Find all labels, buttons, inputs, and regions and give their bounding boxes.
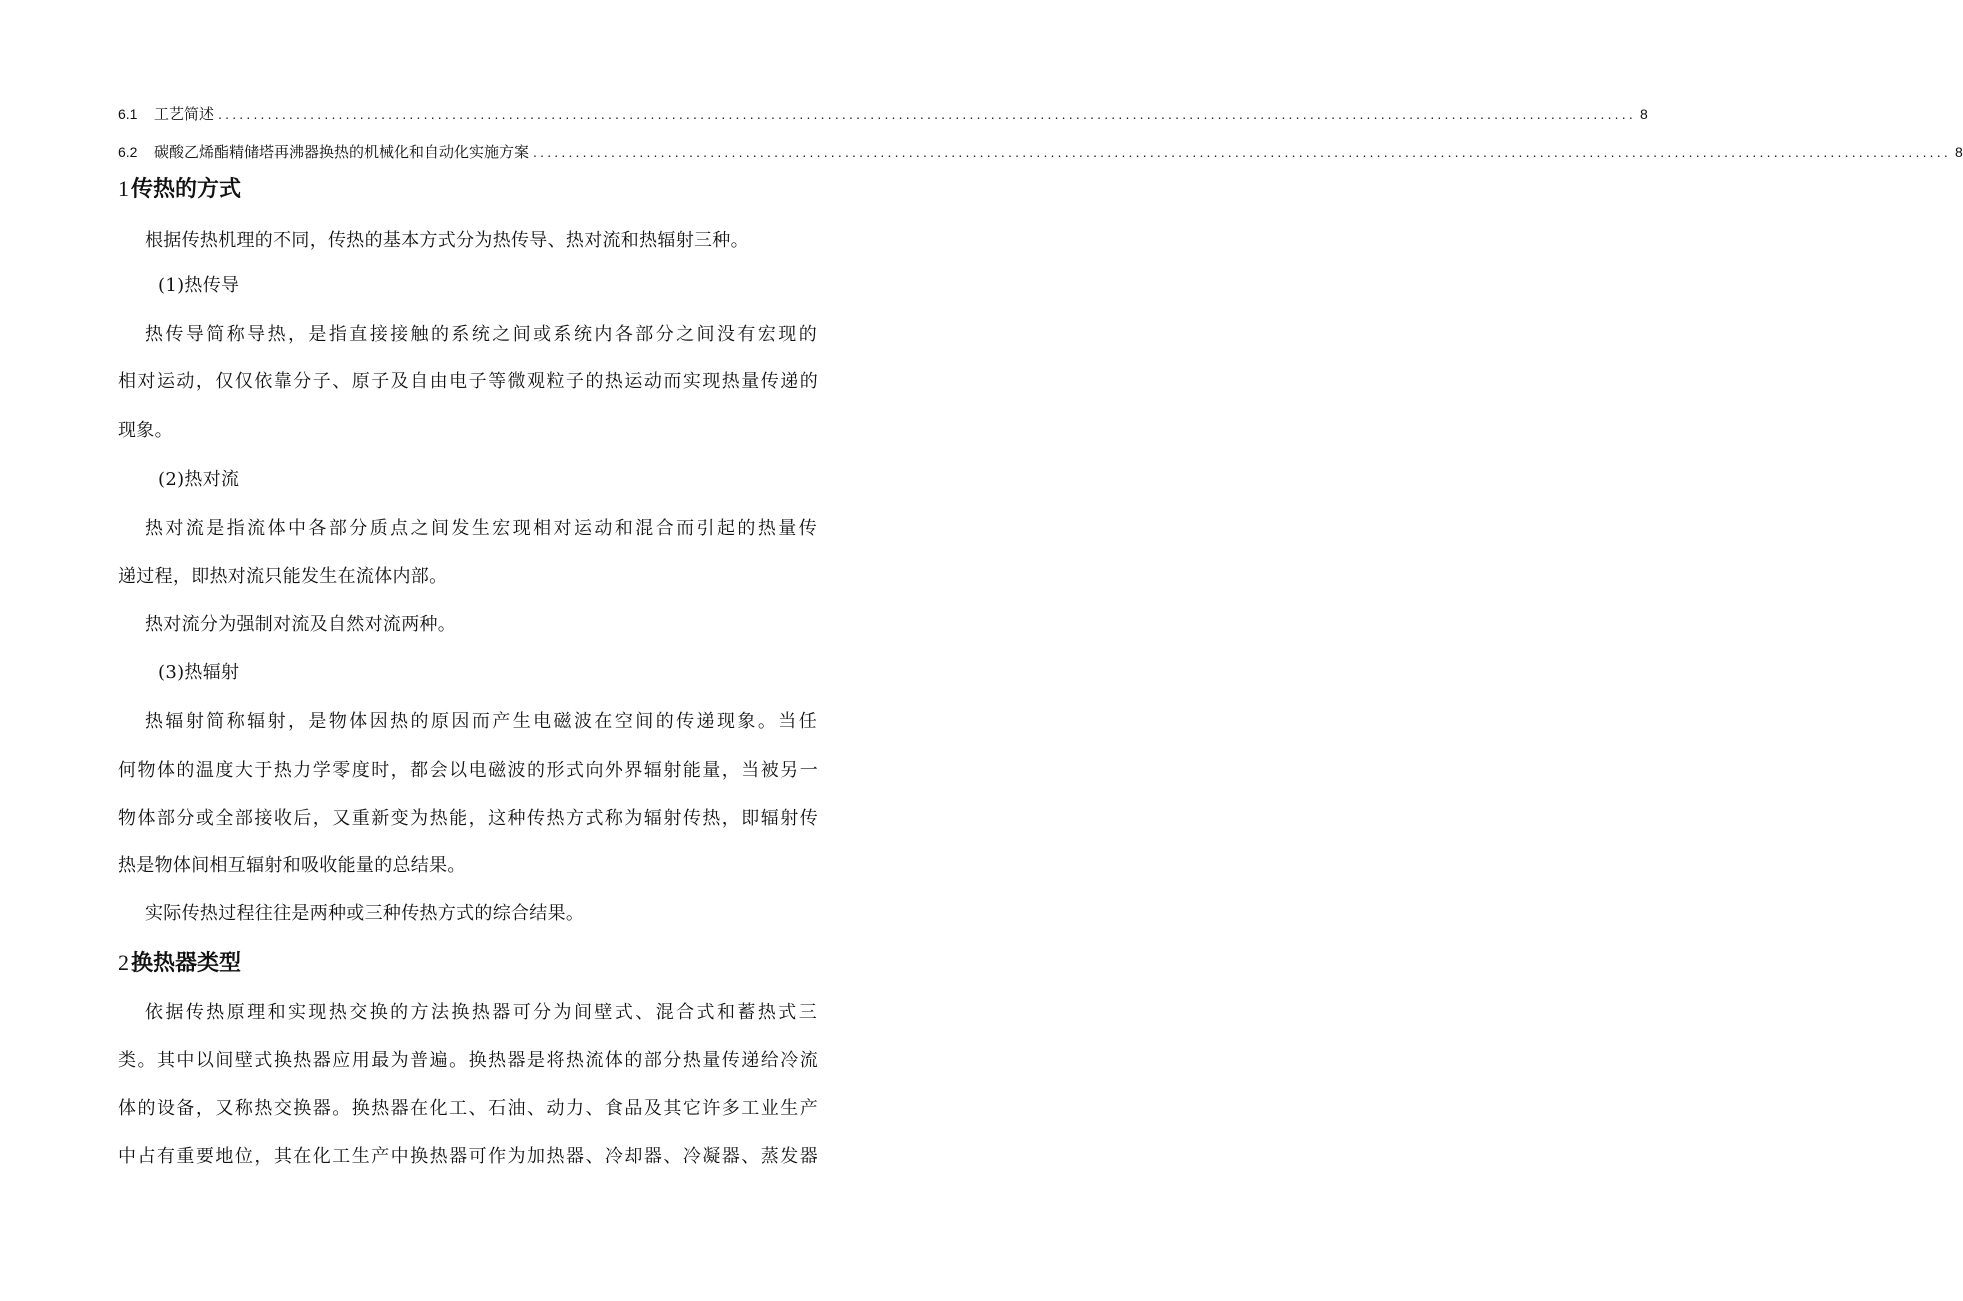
toc-entry[interactable]	[118, 140, 1963, 162]
section-title: 传热的方式	[131, 177, 242, 202]
paragraph-line: 依据传热原理和实现热交换的方法换热器可分为间壁式、混合式和蓄热式三	[145, 1002, 817, 1023]
toc-entry[interactable]	[118, 102, 1648, 124]
toc-leader-dots: ........................................................................................................................................................................................................	[533, 144, 1951, 160]
section-number: 1	[118, 176, 129, 201]
section-heading	[118, 948, 241, 979]
paragraph-line: 热传导简称导热，是指直接接触的系统之间或系统内各部分之间没有宏现的	[145, 324, 817, 345]
section-number: 2	[118, 950, 129, 975]
paragraph-line: 热对流分为强制对流及自然对流两种。	[145, 614, 457, 635]
subsection-heading: (1)热传导	[158, 275, 240, 296]
paragraph-line: 体的设备，又称热交换器。换热器在化工、石油、动力、食品及其它许多工业生产	[118, 1098, 818, 1119]
paragraph-line: 根据传热机理的不同，传热的基本方式分为热传导、热对流和热辐射三种。	[145, 230, 749, 251]
paragraph-line: 实际传热过程往往是两种或三种传热方式的综合结果。	[145, 903, 585, 924]
toc-entry-title: 工艺简述	[154, 105, 215, 123]
toc-entry-page: 8	[1639, 106, 1648, 122]
paragraph-line: 中占有重要地位，其在化工生产中换热器可作为加热器、冷却器、冷凝器、蒸发器	[118, 1146, 818, 1167]
toc-entry-page: 8	[1954, 144, 1963, 160]
paragraph-line: 现象。	[118, 420, 173, 441]
toc-leader-dots: ........................................................................................................................................................................................................	[218, 106, 1636, 122]
paragraph-line: 何物体的温度大于热力学零度时，都会以电磁波的形式向外界辐射能量，当被另一	[118, 760, 818, 781]
subsection-heading: (2)热对流	[158, 469, 240, 490]
paragraph-line: 物体部分或全部接收后，又重新变为热能，这种传热方式称为辐射传热，即辐射传	[118, 808, 818, 829]
paragraph-line: 热辐射简称辐射，是物体因热的原因而产生电磁波在空间的传递现象。当任	[145, 711, 817, 732]
paragraph-line: 热对流是指流体中各部分质点之间发生宏现相对运动和混合而引起的热量传	[145, 518, 817, 539]
toc-entry-number: 6.1	[118, 106, 138, 122]
paragraph-line: 相对运动，仅仅依靠分子、原子及自由电子等微观粒子的热运动而实现热量传递的	[118, 371, 818, 392]
toc-entry-number: 6.2	[118, 144, 138, 160]
toc-entry-title: 碳酸乙烯酯精储塔再沸器换热的机械化和自动化实施方案	[154, 143, 530, 161]
subsection-heading: (3)热辐射	[158, 662, 240, 683]
section-title: 换热器类型	[131, 951, 242, 976]
paragraph-line: 热是物体间相互辐射和吸收能量的总结果。	[118, 855, 466, 876]
paragraph-line: 类。其中以间壁式换热器应用最为普遍。换热器是将热流体的部分热量传递给冷流	[118, 1050, 818, 1071]
section-heading	[118, 174, 241, 205]
paragraph-line: 递过程，即热对流只能发生在流体内部。	[118, 566, 448, 587]
